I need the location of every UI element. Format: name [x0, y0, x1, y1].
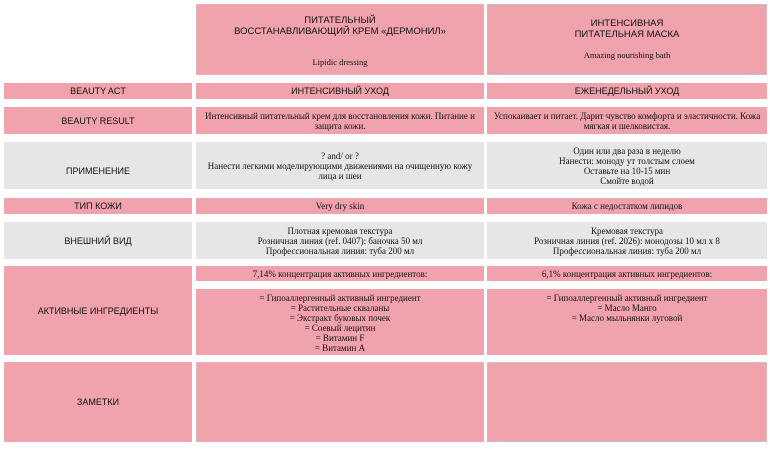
beauty-result-col1-text: Интенсивный питательный крем для восстановления кожи. Питание и защита кожи.	[205, 110, 475, 131]
beauty-result-label: BEAUTY RESULT	[61, 115, 135, 126]
beauty-result-col2-text: Успокаивает и питает. Дарит чувство комфорта и эластичности. Кожа мягкая и шелковистая.	[493, 110, 761, 131]
skin-type-label: ТИП КОЖИ	[74, 201, 122, 211]
product-header-1	[196, 4, 484, 75]
product-1-subtitle: Lipidic dressing	[312, 57, 368, 67]
beauty-act-col2	[487, 83, 767, 99]
application-col1-line1: ? and/ or ?	[321, 150, 359, 161]
ingredients-col2-header-text: 6,1% концентрация активных ингредиентов:	[541, 268, 713, 279]
ingredient-item: = Масло Манго	[597, 303, 657, 313]
ingredients-col2-list	[487, 289, 767, 355]
appearance-col2-line1: Кремовая текстура	[590, 225, 664, 236]
row-label-notes	[4, 362, 192, 442]
row-label-appearance	[4, 222, 192, 259]
product-1-title-line2: ВОССТАНАВЛИВАЮЩИЙ КРЕМ «ДЕРМОНИЛ»	[234, 26, 446, 37]
notes-col2[interactable]	[487, 362, 767, 442]
notes-label: ЗАМЕТКИ	[76, 397, 120, 407]
appearance-col1-line1: Плотная кремовая текстура	[287, 225, 393, 236]
application-col1	[196, 142, 484, 189]
row-label-skin-type	[4, 198, 192, 214]
appearance-col1-line2: Розничная линия (ref. 0407): баночка 50 мл	[257, 235, 423, 246]
skin-type-col1	[196, 198, 484, 214]
active-ingredients-label: АКТИВНЫЕ ИНГРЕДИЕНТЫ	[37, 305, 159, 316]
row-label-beauty-result	[4, 107, 192, 134]
appearance-label: ВНЕШНИЙ ВИД	[64, 235, 132, 246]
application-col2-line4: Смойте водой	[600, 175, 654, 186]
ingredients-col1-header-text: 7,14% концентрация активных ингредиентов:	[252, 268, 428, 279]
ingredient-item: = Гипоаллергенный активный ингредиент	[259, 293, 421, 303]
ingredient-item: = Растительные скваланы	[290, 303, 390, 313]
product-2-subtitle: Amazing nourishing bath	[583, 50, 671, 60]
beauty-result-col2	[487, 107, 767, 134]
product-1-title-line1: ПИТАТЕЛЬНЫЙ	[304, 15, 376, 26]
product-2-title-line2: ПИТАТЕЛЬНАЯ МАСКА	[574, 29, 680, 40]
appearance-col1-line3: Профессиональная линия: туба 200 мл	[265, 245, 415, 256]
ingredient-item: = Гипоаллергенный активный ингредиент	[546, 293, 708, 303]
product-header-2	[487, 4, 767, 75]
ingredients-col1-list	[196, 289, 484, 355]
ingredient-item: = Экстракт буковых почек	[289, 313, 391, 323]
skin-type-col2-text: Кожа с недостатком липидов	[571, 201, 683, 211]
beauty-act-col2-text: ЕЖЕНЕДЕЛЬНЫЙ УХОД	[574, 86, 680, 96]
appearance-col2-line2: Розничная линия (ref. 2026): монодозы 10 мл х 8	[534, 235, 720, 246]
appearance-col2-line3: Профессиональная линия: туба 200 мл	[552, 245, 702, 256]
ingredient-item: = Соевый лецитин	[304, 323, 376, 333]
product-2-title-line1: ИНТЕНСИВНАЯ	[590, 18, 664, 29]
beauty-act-col1	[196, 83, 484, 99]
application-col2-line3: Оставьте на 10-15 мин	[583, 165, 671, 176]
application-col1-line2: Нанести легкими моделирующими движениями на очищенную кожу лица и шеи	[207, 160, 473, 181]
row-label-beauty-act	[4, 83, 192, 99]
ingredients-col1-header	[196, 266, 484, 281]
row-label-active-ingredients	[4, 266, 192, 355]
beauty-act-col1-text: ИНТЕНСИВНЫЙ УХОД	[291, 86, 389, 96]
ingredient-item: = Витамин А	[314, 343, 366, 353]
row-label-application	[4, 142, 192, 189]
application-label: ПРИМЕНЕНИЕ	[66, 165, 130, 176]
notes-col1[interactable]	[196, 362, 484, 442]
appearance-col2	[487, 222, 767, 259]
ingredients-col2-header	[487, 266, 767, 281]
skin-type-col1-text: Very dry skin	[315, 201, 365, 211]
beauty-result-col1	[196, 107, 484, 134]
application-col2	[487, 142, 767, 189]
application-col2-line2: Нанести: моноду ут толстым слоем	[559, 155, 695, 166]
ingredient-item: = Масло мыльнянки луговой	[571, 313, 683, 323]
application-col2-line1: Один или два раза в неделю	[573, 145, 681, 156]
beauty-act-label: BEAUTY ACT	[70, 86, 126, 96]
ingredient-item: = Витамин F	[315, 333, 365, 343]
appearance-col1	[196, 222, 484, 259]
skin-type-col2	[487, 198, 767, 214]
